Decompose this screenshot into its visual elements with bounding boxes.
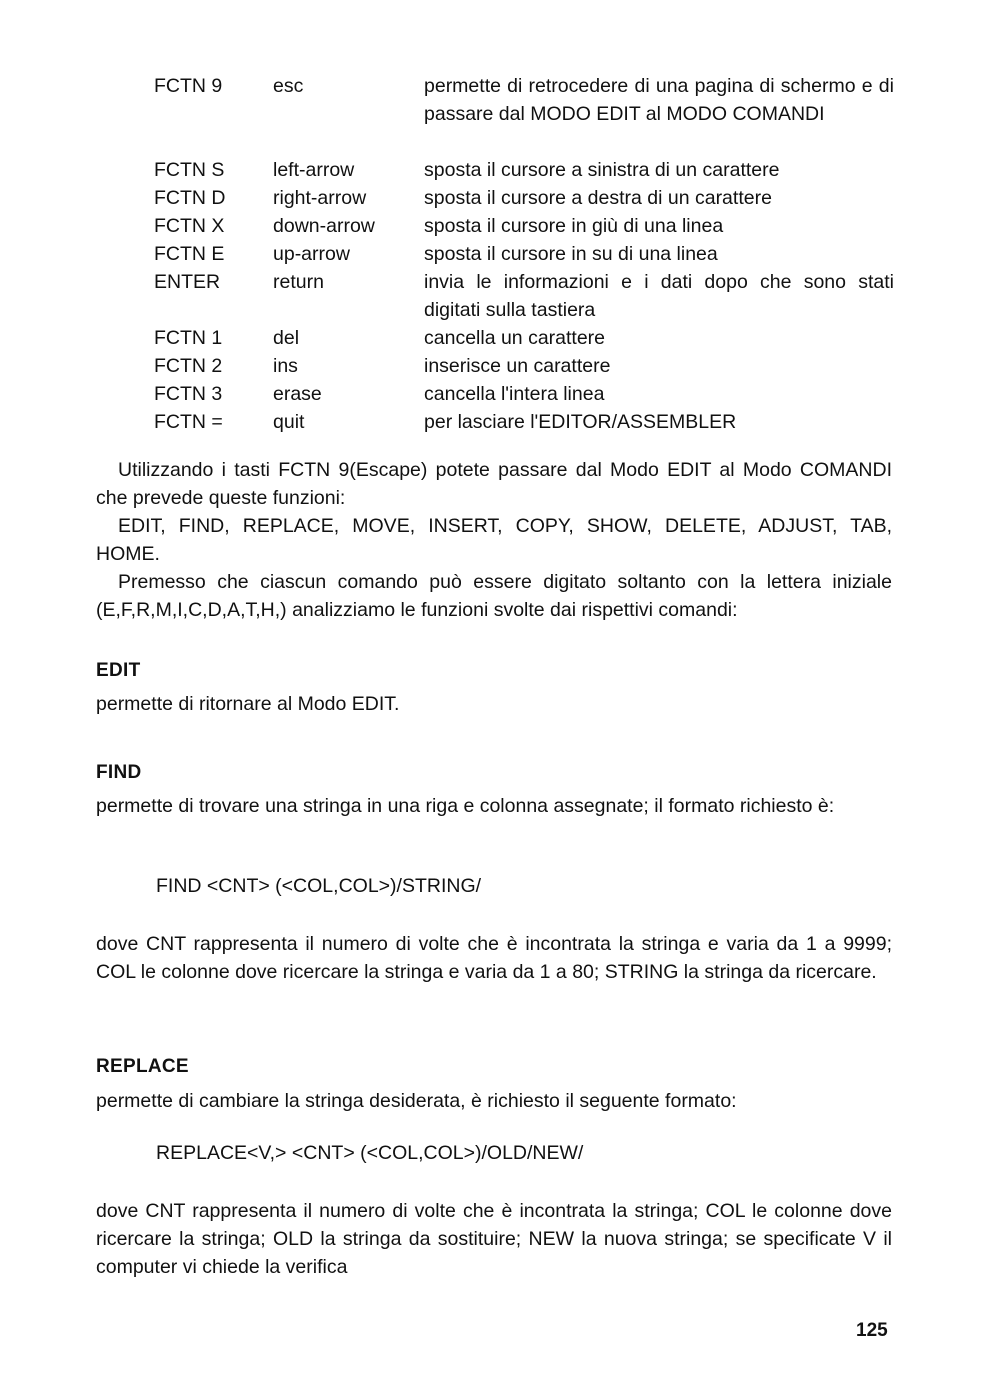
replace-heading: REPLACE: [96, 1056, 189, 1077]
key-label: FCTN 9: [154, 75, 223, 97]
key-description: per lasciare l'EDITOR/ASSEMBLER: [424, 411, 737, 433]
key-description: cancella l'intera linea: [424, 383, 605, 405]
replace-explanation: dove CNT rappresenta il numero di volte che è incontrata la stringa; COL le colonne dove ricercare la stringa; OLD la stringa da sostituire; NEW la nuova stringa; se specificate V il computer vi chiede la verifica: [96, 1200, 892, 1278]
key-name: esc: [273, 75, 304, 97]
intro-paragraph: Utilizzando i tasti FCTN 9(Escape) potete passare dal Modo EDIT al Modo COMANDI che prevede queste funzioni:: [96, 459, 892, 509]
key-description: cancella un carattere: [424, 327, 606, 349]
key-name: del: [273, 327, 300, 349]
replace-description: permette di cambiare la stringa desiderata, è richiesto il seguente formato:: [96, 1090, 737, 1112]
replace-format: REPLACE<V,> <CNT> (<COL,COL>)/OLD/NEW/: [156, 1142, 584, 1164]
key-name: right-arrow: [273, 187, 367, 209]
key-description: sposta il cursore in giù di una linea: [424, 215, 724, 237]
table-row: [154, 212, 914, 240]
find-description: permette di trovare una stringa in una riga e colonna assegnate; il formato richiesto è:: [96, 795, 835, 817]
key-description: inserisce un carattere: [424, 355, 611, 377]
page-number: 125: [856, 1320, 888, 1341]
key-name: ins: [273, 355, 298, 377]
key-label: FCTN S: [154, 159, 225, 181]
key-label: FCTN E: [154, 243, 225, 265]
key-name: erase: [273, 383, 322, 405]
table-row: [154, 72, 914, 156]
key-description: sposta il cursore a sinistra di un carattere: [424, 159, 780, 181]
key-name: return: [273, 271, 324, 293]
key-description: sposta il cursore in su di una linea: [424, 243, 718, 265]
table-row: [154, 324, 914, 352]
key-description: sposta il cursore a destra di un carattere: [424, 187, 772, 209]
key-name: left-arrow: [273, 159, 355, 181]
key-label: FCTN 1: [154, 327, 223, 349]
find-heading: FIND: [96, 762, 142, 783]
command-list-paragraph: EDIT, FIND, REPLACE, MOVE, INSERT, COPY, SHOW, DELETE, ADJUST, TAB, HOME.: [96, 515, 892, 565]
key-label: FCTN 3: [154, 383, 223, 405]
edit-heading: EDIT: [96, 660, 141, 681]
key-label: FCTN =: [154, 411, 223, 433]
table-row: [154, 352, 914, 380]
function-key-table: [154, 72, 914, 436]
table-row: [154, 408, 914, 436]
table-row: [154, 240, 914, 268]
key-label: FCTN D: [154, 187, 226, 209]
table-row: [154, 380, 914, 408]
premise-paragraph: Premesso che ciascun comando può essere digitato soltanto con la lettera iniziale (E,F,R,M,I,C,D,A,T,H,) analizziamo le funzioni svolte dai rispettivi comandi:: [96, 571, 892, 621]
key-description: permette di retrocedere di una pagina di schermo e di passare dal MODO EDIT al MODO COMANDI: [424, 75, 894, 125]
find-explanation: dove CNT rappresenta il numero di volte che è incontrata la stringa e varia da 1 a 9999; COL le colonne dove ricercare la stringa e varia da 1 a 80; STRING la stringa da ricercare.: [96, 933, 892, 983]
edit-description: permette di ritornare al Modo EDIT.: [96, 693, 400, 715]
find-format: FIND <CNT> (<COL,COL>)/STRING/: [156, 875, 482, 897]
key-name: quit: [273, 411, 305, 433]
key-name: up-arrow: [273, 243, 350, 265]
table-row: [154, 184, 914, 212]
key-name: down-arrow: [273, 215, 375, 237]
table-row: [154, 156, 914, 184]
key-label: FCTN 2: [154, 355, 223, 377]
key-description: invia le informazioni e i dati dopo che sono stati digitati sulla tastiera: [424, 271, 894, 321]
table-row: [154, 268, 914, 324]
key-label: FCTN X: [154, 215, 225, 237]
key-label: ENTER: [154, 271, 221, 293]
